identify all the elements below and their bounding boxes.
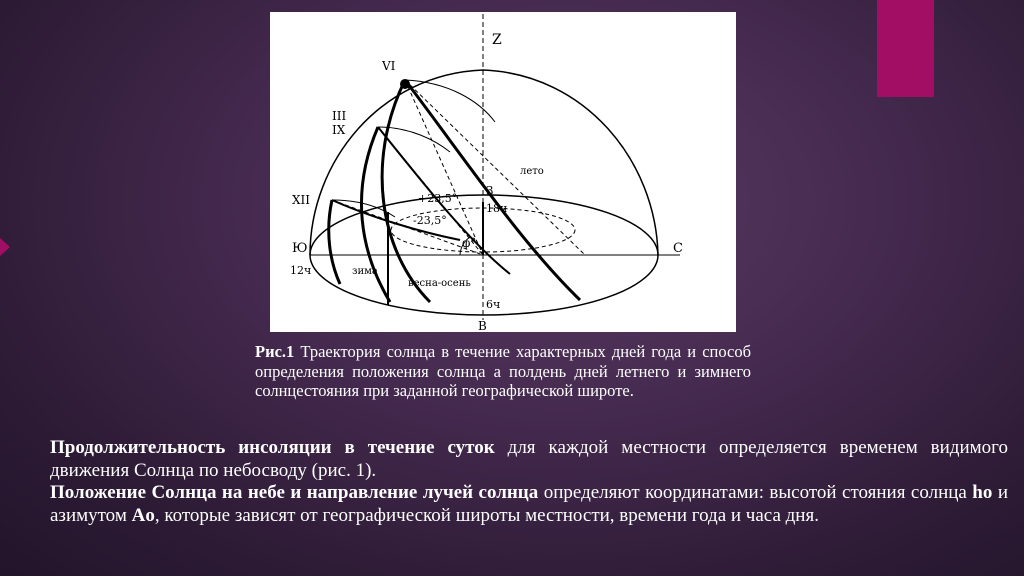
label-iii: III: [332, 109, 347, 123]
summer-path-front: [382, 80, 430, 302]
body-text: [50, 437, 1008, 527]
slide-arrow-marker: [0, 238, 10, 256]
caption-prefix: Рис.1: [255, 342, 295, 361]
p2-mid2: и азимутом: [50, 482, 1008, 526]
label-east: В: [478, 319, 487, 332]
label-ix: IX: [332, 123, 346, 137]
label-minus-angle: -23,5°: [413, 214, 447, 227]
label-xii: XII: [292, 193, 311, 207]
p2-ho: ho: [972, 482, 993, 503]
paragraph-insolation: [50, 437, 1008, 482]
p2-mid1: определяют координатами: высотой стояния солнца: [538, 482, 973, 503]
p2-ao: Ao: [131, 504, 155, 526]
p2-rest: , которые зависят от географической широты местности, времени года и часа дня.: [154, 504, 819, 526]
winter-path-front: [329, 200, 340, 284]
p1-bold: Продолжительность инсоляции в течение суток: [50, 437, 495, 458]
label-west: З: [486, 184, 494, 198]
label-summer: лето: [520, 166, 544, 177]
label-z: Z: [492, 32, 502, 48]
p1-rest: для каждой местности определяется временем видимого движения Солнца по небосводу (рис. 1).: [50, 437, 1008, 481]
label-spring-autumn: весна-осень: [408, 278, 471, 289]
label-north: С: [673, 241, 683, 256]
label-winter: зима: [352, 266, 378, 277]
label-phi: φ°: [462, 236, 477, 250]
sun-icon: [400, 79, 410, 89]
caption-text: Траектория солнца в течение характерных дней года и способ определения положения солнца а полдень дней летнего и зимнего солнцестояния при заданной географической широте.: [255, 342, 751, 400]
summer-ray-2: [405, 80, 585, 255]
label-vi: VI: [382, 59, 396, 73]
label-18h: 18ч: [486, 202, 508, 215]
sun-path-svg: [270, 12, 736, 332]
label-south: Ю: [292, 241, 308, 256]
figure-caption: [255, 342, 751, 401]
p2-bold: Положение Солнца на небе и направление лучей солнца: [50, 482, 539, 503]
sun-path-diagram: [270, 12, 736, 332]
summer-motion-arc: [405, 80, 495, 122]
paragraph-sun-position: [50, 482, 1008, 527]
label-6h: 6ч: [486, 298, 501, 311]
label-plus-angle: +23,5°: [418, 192, 458, 205]
label-12h: 12ч: [290, 264, 312, 277]
accent-bar: [877, 0, 934, 97]
